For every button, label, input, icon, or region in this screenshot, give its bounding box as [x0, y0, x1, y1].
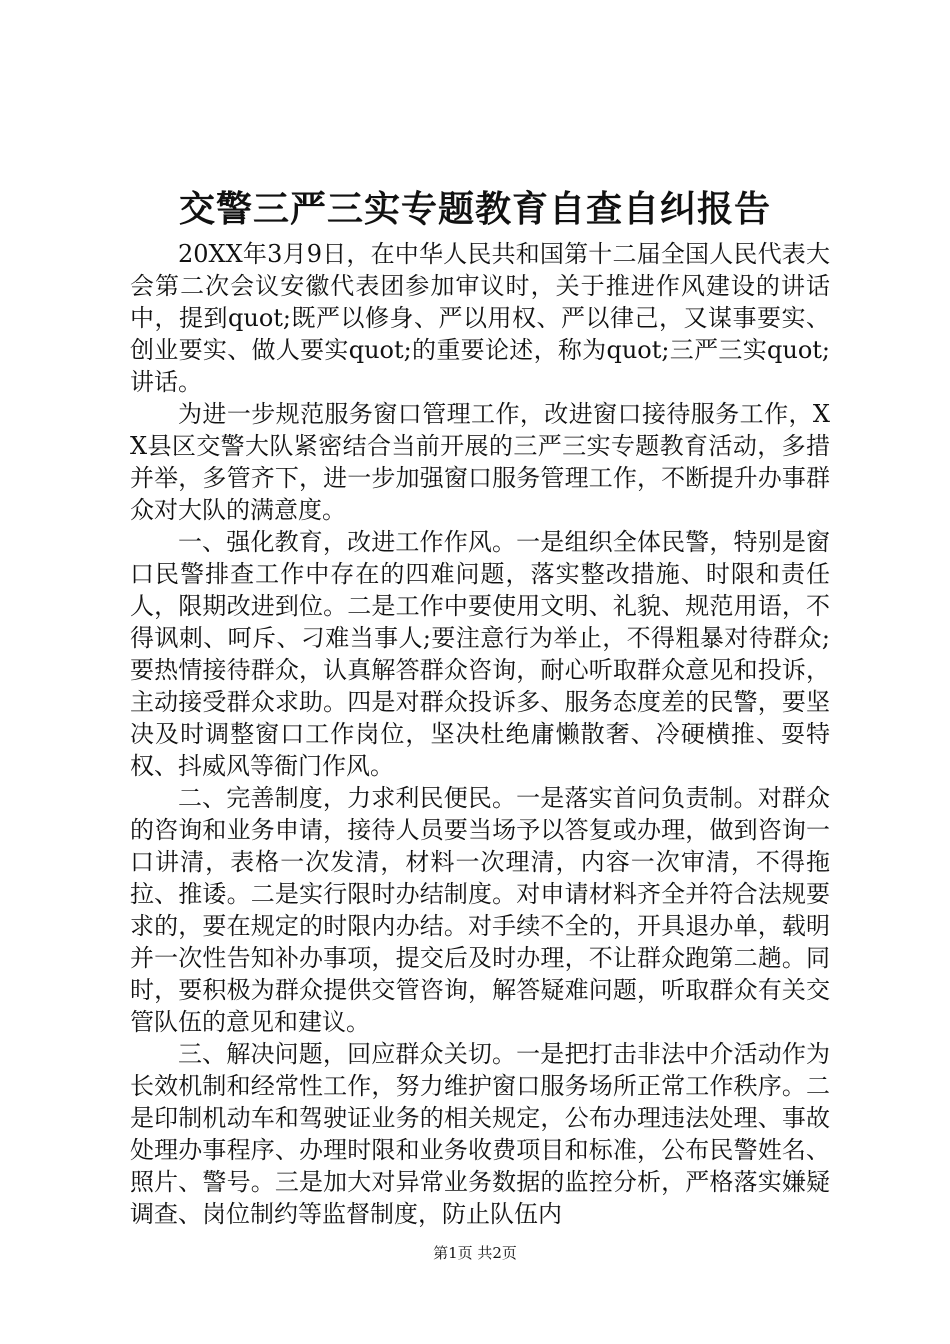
page-footer: 第1页 共2页	[433, 1244, 517, 1262]
document-title: 交警三严三实专题教育自查自纠报告	[178, 188, 771, 230]
paragraph-4: 二、完善制度，力求利民便民。一是落实首问负责制。对群众的咨询和业务申请，接待人员要当场予以答复或办理，做到咨询一口讲清，表格一次发清，材料一次理清，内容一次审清，不得拖拉、推诿。二是实行限时办结制度。对申请材料齐全并符合法规要求的，要在规定的时限内办结。对手续不全的，开具退办单，载明并一次性告知补办事项，提交后及时办理，不让群众跑第二趟。同时，要积极为群众提供交管咨询，解答疑难问题，听取群众有关交管队伍的意见和建议。	[130, 784, 830, 1036]
document-body	[130, 238, 830, 1230]
paragraph-3: 一、强化教育，改进工作作风。一是组织全体民警，特别是窗口民警排查工作中存在的四难问题，落实整改措施、时限和责任人，限期改进到位。二是工作中要使用文明、礼貌、规范用语，不得讽刺、呵斥、刁难当事人;要注意行为举止，不得粗暴对待群众;要热情接待群众，认真解答群众咨询，耐心听取群众意见和投诉，主动接受群众求助。四是对群众投诉多、服务态度差的民警，要坚决及时调整窗口工作岗位，坚决杜绝庸懒散奢、冷硬横推、耍特权、抖威风等衙门作风。	[130, 528, 830, 780]
paragraph-1: 20XX年3月9日，在中华人民共和国第十二届全国人民代表大会第二次会议安徽代表团参加审议时，关于推进作风建设的讲话中，提到quot;既严以修身、严以用权、严以律己，又谋事要实、创业要实、做人要实quot;的重要论述，称为quot;三严三实quot;讲话。	[130, 240, 830, 396]
paragraph-2: 为进一步规范服务窗口管理工作，改进窗口接待服务工作，XX县区交警大队紧密结合当前开展的三严三实专题教育活动，多措并举，多管齐下，进一步加强窗口服务管理工作，不断提升办事群众对大队的满意度。	[130, 400, 830, 524]
paragraph-5: 三、解决问题，回应群众关切。一是把打击非法中介活动作为长效机制和经常性工作，努力维护窗口服务场所正常工作秩序。二是印制机动车和驾驶证业务的相关规定，公布办理违法处理、事故处理办事程序、办理时限和业务收费项目和标准，公布民警姓名、照片、警号。三是加大对异常业务数据的监控分析，严格落实嫌疑调查、岗位制约等监督制度，防止队伍内	[130, 1040, 830, 1228]
